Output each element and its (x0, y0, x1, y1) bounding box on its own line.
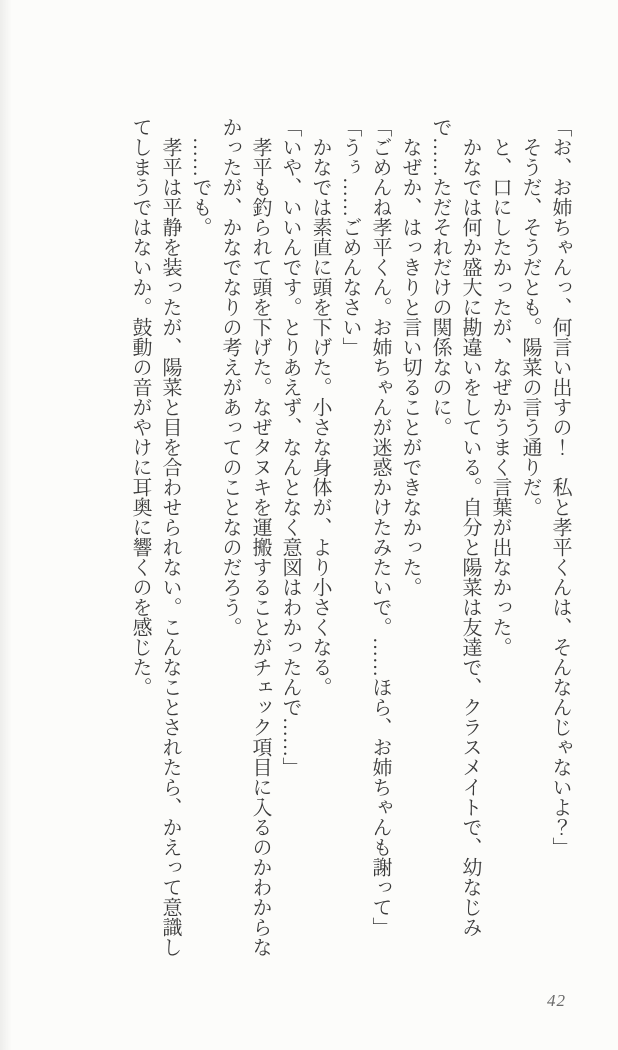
paragraph: 「ごめんね孝平くん。お姉ちゃんが迷惑かけたみたいで。……ほら、お姉ちゃんも謝って」 (369, 117, 391, 937)
paragraph: かなでは素直に頭を下げた。小さな身体が、より小さくなる。 (309, 137, 331, 697)
paragraph: 孝平も釣られて頭を下げた。なぜタヌキを運搬することがチェック項目に入るのかわからなかったが、かなでなりの考えがあってのことなのだろう。 (219, 117, 271, 957)
paragraph: ……でも。 (189, 137, 211, 237)
page-number: 42 (547, 991, 566, 1010)
paragraph: 孝平は平静を装ったが、陽菜と目を合わせられない。こんなことされたら、かえって意識してしまうではないか。鼓動の音がやけに耳奥に響くのを感じた。 (129, 117, 181, 957)
paragraph: と、口にしたかったが、なぜかうまく言葉が出なかった。 (489, 137, 511, 657)
paragraph: 「お、お姉ちゃんっ、何言い出すの！ 私と孝平くんは、そんなんじゃないよ？」 (549, 117, 571, 857)
page-text (125, 117, 575, 961)
paragraph: かなでは何か盛大に勘違いをしている。自分と陽菜は友達で、クラスメイトで、幼なじみで……ただそれだけの関係なのに。 (429, 117, 481, 937)
paragraph: そうだ、そうだとも。陽菜の言う通りだ。 (519, 137, 541, 517)
paragraph: 「いや、いいんです。とりあえず、なんとなく意図はわかったんで……」 (279, 117, 301, 777)
scan-edge-shadow (0, 0, 12, 1050)
paragraph: なぜか、はっきりと言い切ることができなかった。 (399, 137, 421, 597)
paragraph: 「うぅ……ごめんなさい」 (339, 117, 361, 357)
